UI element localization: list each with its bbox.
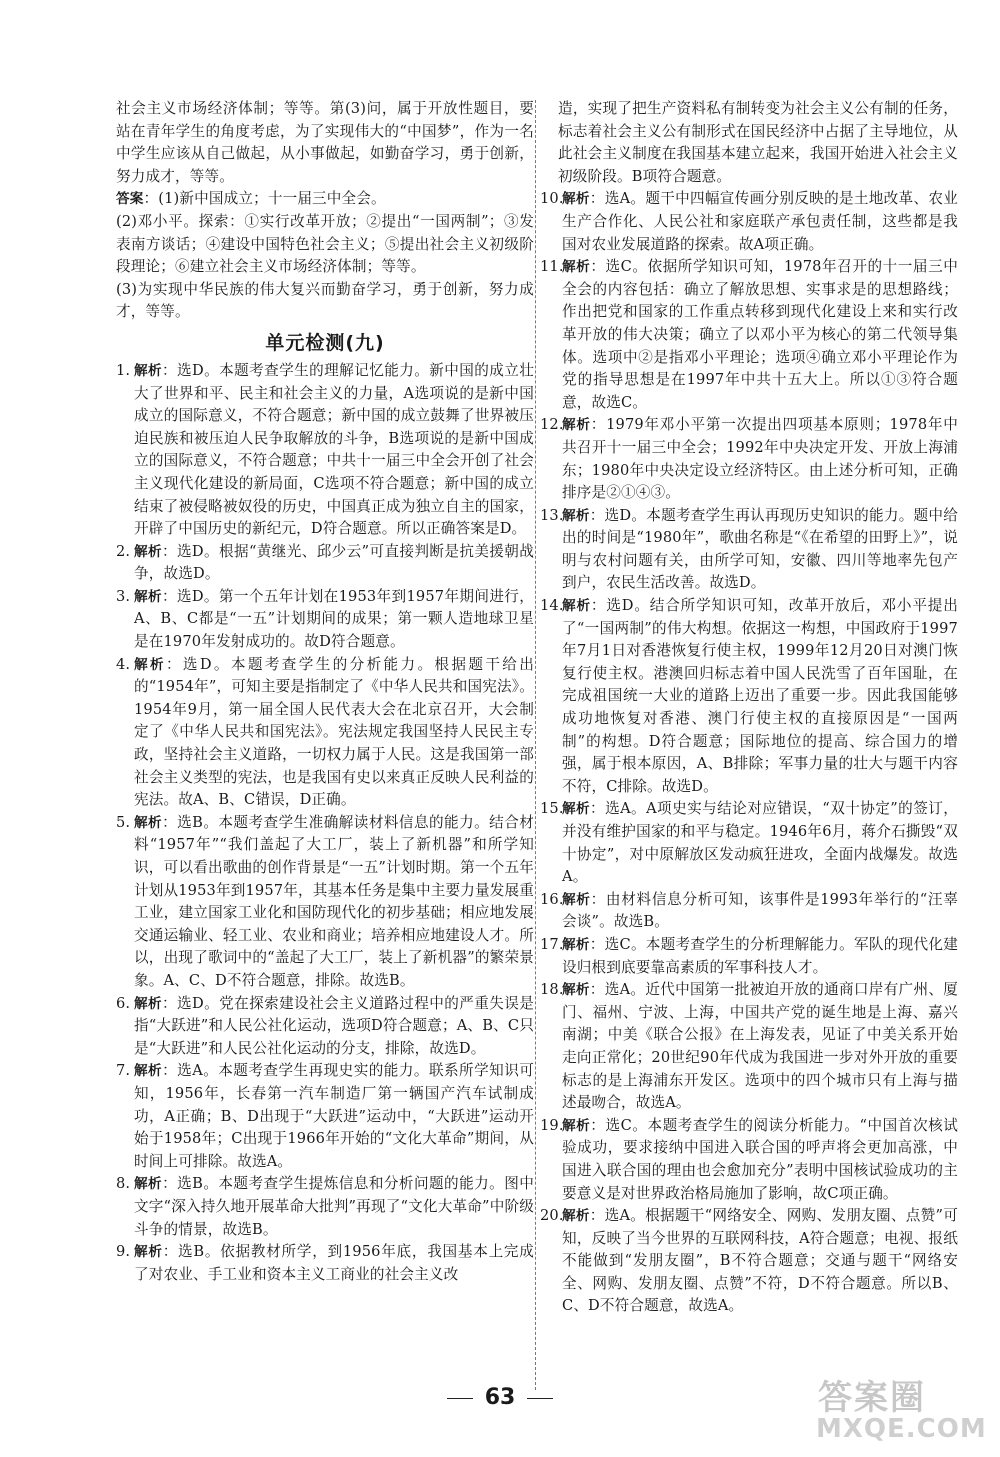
analysis-label: 解析 [134, 814, 163, 831]
analysis-text: ：选A。近代中国第一批被迫开放的通商口岸有广州、厦门、福州、宁波、上海，中国共产党的诞生地是上海、嘉兴南湖；中美《联合公报》在上海发表，见证了中美关系开始走向正常化；20世纪90年代成为我国进一步对外开放的重要标志的是上海浦东开发区。选项中的四个城市只有上海与描述最吻合，故选A。 [562, 981, 958, 1112]
analysis-text: ：选A。A项史实与结论对应错误，“双十协定”的签订，并没有维护国家的和平与稳定。1946年6月，蒋介石撕毁“双十协定”，对中原解放区发动疯狂进攻，全面内战爆发。故选A。 [562, 800, 958, 886]
question-number: 5. [116, 813, 131, 831]
question-item [540, 889, 958, 934]
question-item [116, 360, 534, 541]
question-item [116, 586, 534, 654]
analysis-label: 解析 [134, 1063, 163, 1080]
question-number: 7. [116, 1062, 131, 1080]
left-column [116, 98, 534, 1286]
watermark-title: 答案圈 [818, 1378, 926, 1418]
question-number: 9. [116, 1243, 131, 1261]
answer-label: 答案 [116, 191, 144, 208]
question-number: 12. [540, 416, 564, 434]
analysis-label: 解析 [562, 507, 590, 524]
page-number-dash-left [447, 1398, 473, 1399]
question-number: 20. [540, 1207, 564, 1225]
question-item [540, 505, 958, 595]
question-number: 19. [540, 1116, 564, 1134]
page-number: 63 [0, 1385, 1000, 1410]
answer-line-2: (2)邓小平。探索：①实行改革开放；②提出“一国两制”；③发表南方谈话；④建设中国特色社会主义；⑤提出社会主义初级阶段理论；⑥建立社会主义市场经济体制；等等。 [116, 212, 534, 276]
page-number-dash-right [527, 1398, 553, 1399]
answer-line-1: 答案：(1)新中国成立；十一届三中全会。 [116, 190, 386, 208]
analysis-label: 解析 [134, 362, 163, 379]
analysis-label: 解析 [562, 891, 591, 908]
section-title: 单元检测(九) [265, 331, 385, 354]
question-item [116, 1060, 534, 1173]
analysis-text: ：选B。依据教材所学，到1956年底，我国基本上完成了对农业、手工业和资本主义工商业的社会主义改 [134, 1243, 534, 1283]
previous-answer-block [116, 98, 534, 324]
analysis-label: 解析 [562, 417, 591, 434]
analysis-label: 解析 [134, 1244, 163, 1261]
analysis-text: ：选D。本题考查学生再认再现历史知识的能力。题中给出的时间是“1980年”，歌曲名称是“《在希望的田野上》”，说明与农村问题有关，由所学可知，安徽、四川等地率先包产到户，农民生活改善。故选D。 [562, 506, 958, 592]
question-item [540, 934, 958, 979]
question-number: 1. [116, 361, 131, 379]
analysis-text: ：选D。根据“黄继光、邱少云”可直接判断是抗美援朝战争，故选D。 [134, 542, 534, 583]
right-column [540, 98, 958, 1318]
question-item [540, 1205, 958, 1318]
question-item [116, 993, 534, 1061]
question-number: 16. [540, 890, 564, 908]
analysis-label: 解析 [134, 656, 166, 673]
question-number: 2. [116, 542, 131, 560]
analysis-text: ：选C。依据所学知识可知，1978年召开的十一届三中全会的内容包括：确立了解放思想、实事求是的思想路线；作出把党和国家的工作重点转移到现代化建设上来和实行改革开放的伟大决策；确立了以邓小平为核心的第二代领导集体。选项中②是指邓小平理论；选项④确立邓小平理论作为党的指导思想是在1997年中共十五大上。所以①③符合题意，故选C。 [562, 258, 958, 411]
analysis-text: ：选D。党在探索建设社会主义道路过程中的严重失误是指“大跃进”和人民公社化运动，选项D符合题意；A、B、C只是“大跃进”和人民公社化运动的分支，排除，故选D。 [134, 994, 534, 1057]
question-item [116, 812, 534, 993]
question-item [540, 798, 958, 888]
question-item [116, 654, 534, 812]
analysis-label: 解析 [134, 543, 162, 560]
analysis-text: ：选B。本题考查学生准确解读材料信息的能力。结合材料“1957年”“我们盖起了大工厂，装上了新机器”和所学知识，可以看出歌曲的创作背景是“一五”计划时期。第一个五年计划从1953年到1957年，其基本任务是集中主要力量发展重工业，建立国家工业化和国防现代化的初步基础；相应地发展交通运输业、轻工业、农业和商业；培养相应地建设人才。所以，出现了歌词中的“盖起了大工厂，装上了新机器”的繁荣景象。A、C、D不符合题意，排除。故选B。 [134, 813, 534, 989]
analysis-text: ：选D。本题考查学生的理解记忆能力。新中国的成立壮大了世界和平、民主和社会主义的力量，A选项说的是新中国成立的国际意义，不符合题意；新中国的成立鼓舞了世界被压迫民族和被压迫人民争取解放的斗争，B选项说的是新中国成立的国际意义，不符合题意；中共十一届三中全会开创了社会主义现代化建设的新局面，C选项不符合题意；新中国的成立结束了被侵略被奴役的历史，中国真正成为独立自主的国家，开辟了中国历史的新纪元，D符合题意。所以正确答案是D。 [134, 361, 534, 538]
question-item [540, 414, 958, 504]
watermark-logo [810, 1370, 990, 1452]
question-number: 13. [540, 506, 564, 524]
question-number: 11. [540, 258, 564, 276]
analysis-label: 解析 [562, 259, 591, 276]
question-number: 6. [116, 994, 131, 1012]
question-number: 14. [540, 597, 564, 615]
question-item [540, 256, 958, 414]
question-item [540, 595, 958, 798]
right-question-list [540, 188, 958, 1318]
analysis-text: ：选B。本题考查学生提炼信息和分析问题的能力。图中文字“深入持久地开展革命大批判”再现了“文化大革命”中阶级斗争的情景，故选B。 [134, 1175, 534, 1238]
analysis-label: 解析 [562, 936, 590, 953]
analysis-label: 解析 [134, 995, 163, 1012]
analysis-text: ：1979年邓小平第一次提出四项基本原则；1978年中共召开十一届三中全会；1992年中央决定开发、开放上海浦东；1980年中央决定设立经济特区。由上述分析可知，正确排序是②①④③。 [562, 416, 958, 502]
analysis-text: ：选C。本题考查学生的分析理解能力。军队的现代化建设归根到底要靠高素质的军事科技人才。 [562, 935, 958, 976]
question-number: 4. [116, 655, 131, 673]
question-item [116, 1173, 534, 1241]
item-9-continuation: 造，实现了把生产资料私有制转变为社会主义公有制的任务，标志着社会主义公有制形式在国民经济中占据了主导地位，从此社会主义制度在我国基本建立起来，我国开始进入社会主义初级阶段。B项符合题意。 [558, 100, 958, 185]
watermark-url: MXQE.COM [816, 1414, 987, 1444]
analysis-text: ：选A。题干中四幅宣传画分别反映的是土地改革、农业生产合作化、人民公社和家庭联产承包责任制，这些都是我国对农业发展道路的探索。故A项正确。 [562, 190, 958, 253]
left-question-list [116, 360, 534, 1286]
question-item [540, 188, 958, 256]
analysis-label: 解析 [562, 598, 591, 615]
analysis-text: ：选D。第一个五年计划在1953年到1957年期间进行，A、B、C都是“一五”计划期间的成果；第一颗人造地球卫星是在1970年发射成功的。故D符合题意。 [134, 587, 534, 651]
analysis-label: 解析 [562, 801, 591, 818]
question-item [116, 1241, 534, 1286]
question-number: 18. [540, 981, 564, 999]
question-number: 17. [540, 935, 564, 953]
question-number: 8. [116, 1175, 131, 1193]
analysis-text: ：选D。结合所学知识可知，改革开放后，邓小平提出了“一国两制”的伟大构想。依据这一构想，中国政府于1997年7月1日对香港恢复行使主权，1999年12月20日对澳门恢复行使主权。港澳回归标志着中国人民洗雪了百年国耻，在完成祖国统一大业的道路上迈出了重要一步。因此我国能够成功地恢复对香港、澳门行使主权的直接原因是“一国两制”的构想。D符合题意；国际地位的提高、综合国力的增强，属于根本原因，A、B排除；军事力量的壮大与题干内容不符，C排除。故选D。 [562, 597, 958, 795]
question-item [540, 1115, 958, 1205]
analysis-label: 解析 [562, 1208, 590, 1225]
analysis-text: ：选D。本题考查学生的分析能力。根据题干给出的“1954年”，可知主要是指制定了《中华人民共和国宪法》。1954年9月，第一届全国人民代表大会在北京召开，大会制定了《中华人民共和国宪法》。宪法规定我国坚持人民民主专政，坚持社会主义道路，一切权力属于人民。这是我国第一部社会主义类型的宪法，也是我国有史以来真正反映人民利益的宪法。故A、B、C错误，D正确。 [134, 655, 534, 809]
analysis-label: 解析 [134, 588, 162, 605]
analysis-text: ：选C。本题考查学生的阅读分析能力。“中国首次核试验成功，要求接纳中国进入联合国的呼声将会更加高涨，中国进入联合国的理由也会愈加充分”表明中国核试验成功的主要意义是对世界政治格局施加了影响，故C项正确。 [562, 1116, 958, 1202]
analysis-label: 解析 [134, 1176, 163, 1193]
analysis-text: ：选A。本题考查学生再现史实的能力。联系所学知识可知，1956年，长春第一汽车制造厂第一辆国产汽车试制成功，A正确；B、D出现于“大跃进”运动中，“大跃进”运动开始于1958年；C出现于1966年开始的“文化大革命”期间，从时间上可排除。故选A。 [134, 1062, 534, 1170]
column-divider [535, 100, 536, 1390]
analysis-continuation: 社会主义市场经济体制；等等。第(3)问，属于开放性题目，要站在青年学生的角度考虑，为了实现伟大的“中国梦”，作为一名中学生应该从自己做起，从小事做起，如勤奋学习，勇于创新，努力成才，等等。 [116, 100, 534, 185]
question-number: 3. [116, 587, 131, 605]
analysis-text: ：选A。根据题干“网络安全、网购、发朋友圈、点赞”可知，反映了当今世界的互联网科技，A符合题意；电视、报纸不能做到“发朋友圈”，B不符合题意；交通与题干“网络安全、网购、发朋友圈、点赞”不符，D不符合题意。所以B、C、D不符合题意，故选A。 [562, 1207, 958, 1315]
question-item [116, 541, 534, 586]
analysis-label: 解析 [562, 1117, 591, 1134]
analysis-text: ：由材料信息分析可知，该事件是1993年举行的“汪辜会谈”。故选B。 [562, 890, 958, 931]
answer-line-3: (3)为实现中华民族的伟大复兴而勤奋学习，勇于创新，努力成才，等等。 [116, 280, 534, 321]
analysis-label: 解析 [562, 982, 590, 999]
question-item [540, 979, 958, 1115]
question-number: 10. [540, 190, 564, 208]
analysis-label: 解析 [562, 191, 590, 208]
question-number: 15. [540, 800, 564, 818]
